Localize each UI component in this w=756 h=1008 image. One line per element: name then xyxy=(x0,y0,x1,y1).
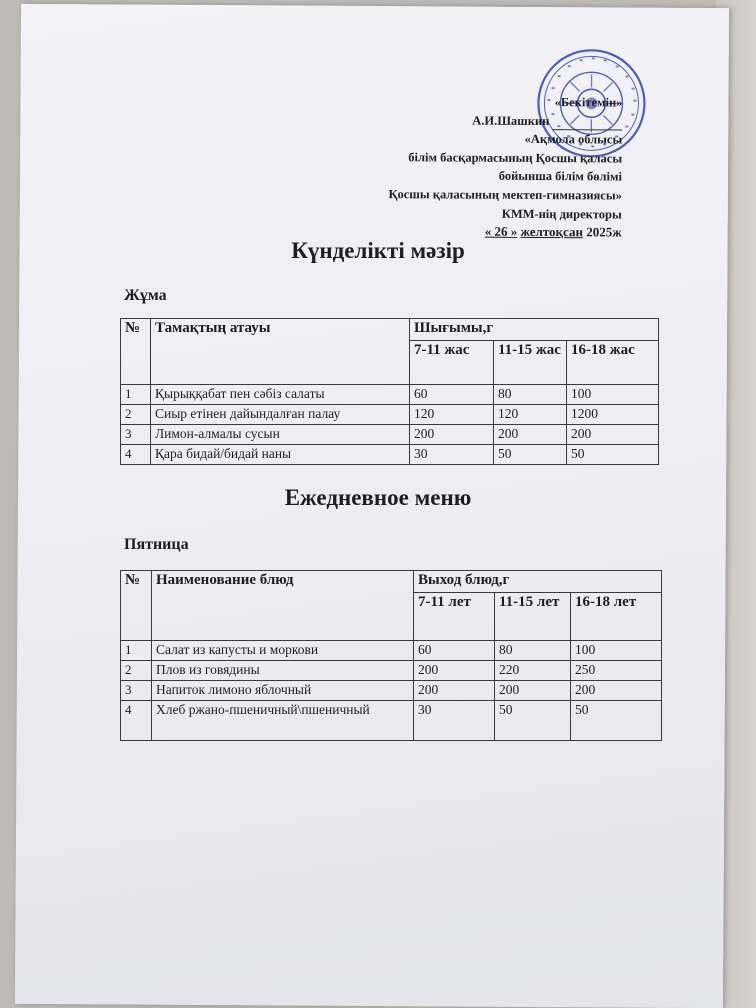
portion-11-15: 220 xyxy=(495,661,571,681)
header-age-7-11: 7-11 лет xyxy=(414,593,495,641)
menu-table-russian xyxy=(120,570,662,741)
portion-16-18: 100 xyxy=(567,385,659,405)
portion-16-18: 100 xyxy=(571,641,662,661)
dish-name: Сиыр етінен дайындалған палау xyxy=(151,405,410,425)
dish-name: Қара бидай/бидай наны xyxy=(151,445,410,465)
header-age-11-15: 11-15 жас xyxy=(494,341,567,385)
portion-16-18: 50 xyxy=(571,701,662,741)
table-row xyxy=(121,701,662,741)
dish-name: Хлеб ржано-пшеничный\пшеничный xyxy=(152,701,414,741)
portion-16-18: 1200 xyxy=(567,405,659,425)
header-number: № xyxy=(121,571,152,641)
approval-org-line-2: білім басқармасының Қосшы қаласы xyxy=(408,149,623,166)
row-number: 3 xyxy=(121,425,151,445)
header-age-11-15: 11-15 лет xyxy=(495,593,571,641)
header-age-16-18: 16-18 жас xyxy=(567,341,659,385)
table-row xyxy=(121,385,659,405)
day-russian: Пятница xyxy=(124,536,189,553)
table-row xyxy=(121,425,659,445)
approval-block xyxy=(388,92,622,242)
portion-7-11: 200 xyxy=(410,425,494,445)
dish-name: Лимон-алмалы сусын xyxy=(151,425,410,445)
portion-11-15: 80 xyxy=(494,385,567,405)
portion-11-15: 50 xyxy=(494,445,567,465)
row-number: 2 xyxy=(121,405,151,425)
portion-16-18: 50 xyxy=(567,445,659,465)
portion-16-18: 250 xyxy=(571,661,662,681)
portion-7-11: 30 xyxy=(410,445,494,465)
table-row xyxy=(121,661,662,681)
portion-7-11: 30 xyxy=(414,701,495,741)
header-output: Выход блюд,г xyxy=(414,571,662,593)
approval-date-day: « 26 » xyxy=(484,223,518,240)
signature-underline xyxy=(552,117,622,130)
director-signature-line xyxy=(389,111,623,131)
approval-position: КММ-нің директоры xyxy=(501,206,622,222)
header-output: Шығымы,г xyxy=(410,319,659,341)
header-dish-name: Наименование блюд xyxy=(152,571,414,641)
header-age-7-11: 7-11 жас xyxy=(410,341,494,385)
dish-name: Салат из капусты и моркови xyxy=(152,641,414,661)
menu-table-kazakh xyxy=(120,318,659,465)
portion-7-11: 120 xyxy=(410,405,494,425)
table-row xyxy=(121,405,659,425)
title-russian: Ежедневное меню xyxy=(284,485,472,510)
portion-11-15: 80 xyxy=(495,641,571,661)
approval-org-line-1: «Ақмола облысы xyxy=(524,132,623,147)
portion-11-15: 120 xyxy=(494,405,567,425)
dish-name: Плов из говядины xyxy=(152,661,414,681)
portion-7-11: 200 xyxy=(414,681,495,701)
table-row xyxy=(121,681,662,701)
portion-7-11: 60 xyxy=(414,641,495,661)
approval-date-month: желтоқсан xyxy=(520,224,584,240)
approval-org-line-4: Қосшы қаласының мектеп-гимназиясы» xyxy=(388,187,622,203)
portion-11-15: 200 xyxy=(494,425,567,445)
director-name: А.И.Шашкин xyxy=(472,113,550,128)
dish-name: Қырыққабат пен сәбіз салаты xyxy=(151,385,410,405)
approval-date-year: 2025ж xyxy=(586,224,622,240)
header-dish-name: Тамақтың атауы xyxy=(151,319,410,385)
row-number: 1 xyxy=(121,641,152,661)
portion-16-18: 200 xyxy=(571,681,662,701)
row-number: 3 xyxy=(121,681,152,701)
row-number: 4 xyxy=(121,701,152,741)
portion-7-11: 60 xyxy=(410,385,494,405)
header-age-16-18: 16-18 лет xyxy=(571,593,662,641)
row-number: 2 xyxy=(121,661,152,681)
portion-11-15: 200 xyxy=(495,681,571,701)
dish-name: Напиток лимоно яблочный xyxy=(152,681,414,701)
row-number: 4 xyxy=(121,445,151,465)
row-number: 1 xyxy=(121,385,151,405)
header-number: № xyxy=(121,319,151,385)
table-row xyxy=(121,445,659,465)
portion-11-15: 50 xyxy=(495,701,571,741)
approval-heading: «Бекітемін» xyxy=(554,95,623,110)
portion-7-11: 200 xyxy=(414,661,495,681)
approval-org-line-3: бойынша білім бөлімі xyxy=(498,169,623,184)
table-row xyxy=(121,641,662,661)
day-kazakh: Жұма xyxy=(124,287,167,304)
portion-16-18: 200 xyxy=(567,425,659,445)
title-kazakh: Күнделікті мәзір xyxy=(291,238,465,263)
